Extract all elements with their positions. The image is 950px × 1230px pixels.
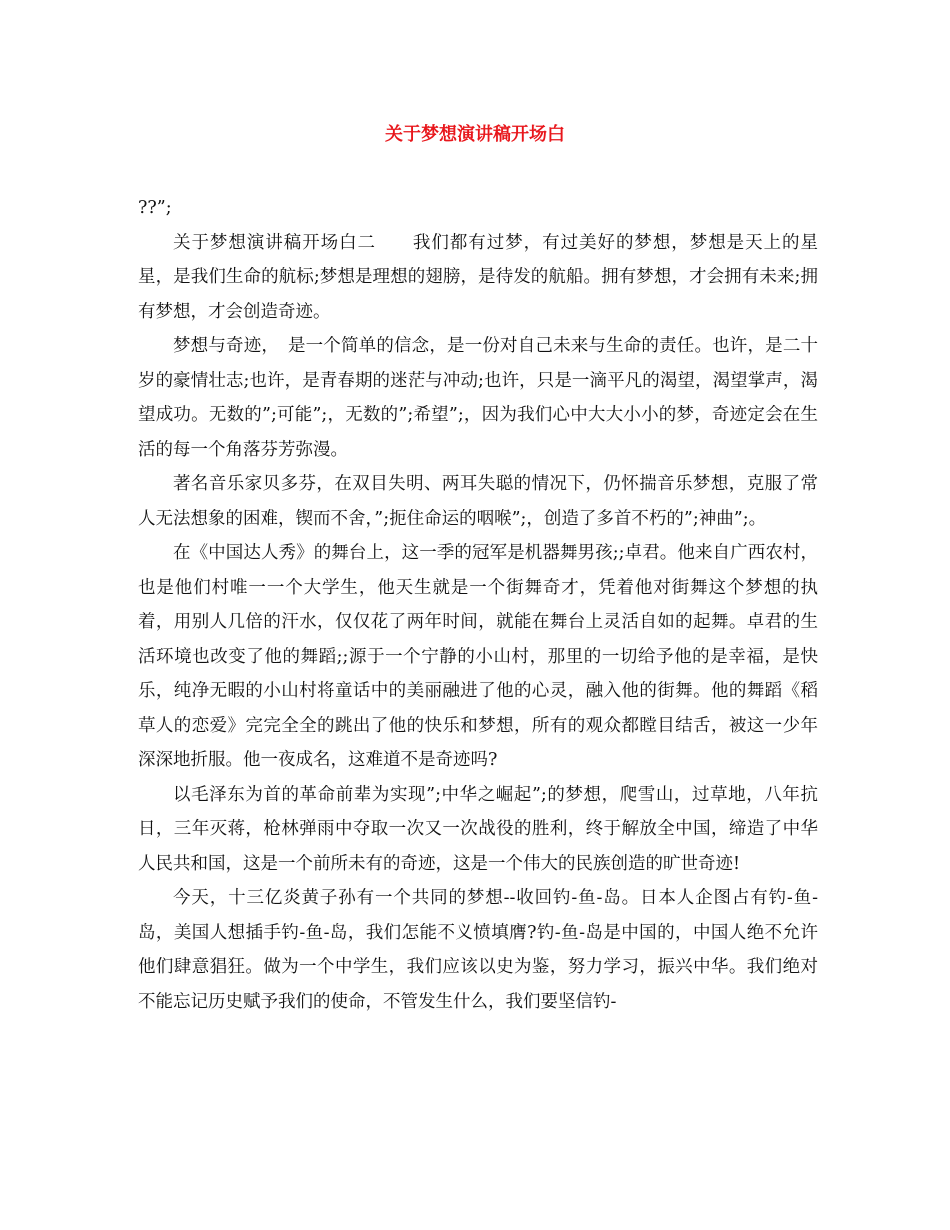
paragraph-revolution: 以毛泽东为首的革命前辈为实现”;中华之崛起”;的梦想，爬雪山，过草地，八年抗日，三年灭蒋，枪林弹雨中夺取一次又一次战役的胜利，终于解放全中国，缔造了中华人民共和国，这是一个前所未有的奇迹，这是一个伟大的民族创造的旷世奇迹! (138, 784, 818, 874)
paragraph-zhuojun: 在《中国达人秀》的舞台上，这一季的冠军是机器舞男孩;;卓君。他来自广西农村，也是他们村唯一一个大学生，他天生就是一个街舞奇才，凭着他对街舞这个梦想的执着，用别人几倍的汗水，仅仅花了两年时间，就能在舞台上灵活自如的起舞。卓君的生活环境也改变了他的舞蹈;;源于一个宁静的小山村，那里的一切给予他的是幸福，是快乐，纯净无暇的小山村将童话中的美丽融进了他的心灵，融入他的街舞。他的舞蹈《稻草人的恋爱》完完全全的跳出了他的快乐和梦想，所有的观众都瞠目结舌，被这一少年深深地折服。他一夜成名，这难道不是奇迹吗? (138, 543, 818, 770)
paragraph-dream-intro: 关于梦想演讲稿开场白二 我们都有过梦，有过美好的梦想，梦想是天上的星星，是我们生命的航标;梦想是理想的翅膀，是待发的航船。拥有梦想，才会拥有未来;拥有梦想，才会创造奇迹。 (138, 232, 818, 322)
paragraph-fragment: ??”; (138, 198, 172, 218)
paragraph-dream-and-miracle: 梦想与奇迹， 是一个简单的信念，是一份对自己未来与生命的责任。也许，是二十岁的豪情壮志;也许，是青春期的迷茫与冲动;也许，只是一滴平凡的渴望，渴望掌声，渴望成功。无数的”;可能”;，无数的”;希望”;，因为我们心中大大小小的梦，奇迹定会在生活的每一个角落芬芳弥漫。 (138, 336, 818, 460)
document-body (138, 191, 818, 1019)
document-title: 关于梦想演讲稿开场白 (385, 124, 565, 145)
paragraph-today: 今天，十三亿炎黄子孙有一个共同的梦想--收回钓-鱼-岛。日本人企图占有钓-鱼-岛，美国人想插手钓-鱼-岛，我们怎能不义愤填膺?钓-鱼-岛是中国的，中国人绝不允许他们肆意猖狂。做为一个中学生，我们应该以史为鉴，努力学习，振兴中华。我们绝对不能忘记历史赋予我们的使命，不管发生什么，我们要坚信钓- (138, 888, 818, 1012)
paragraph-beethoven: 著名音乐家贝多芬，在双目失明、两耳失聪的情况下，仍怀揣音乐梦想，克服了常人无法想象的困难，锲而不舍，”;扼住命运的咽喉”;，创造了多首不朽的”;神曲”;。 (138, 474, 818, 529)
